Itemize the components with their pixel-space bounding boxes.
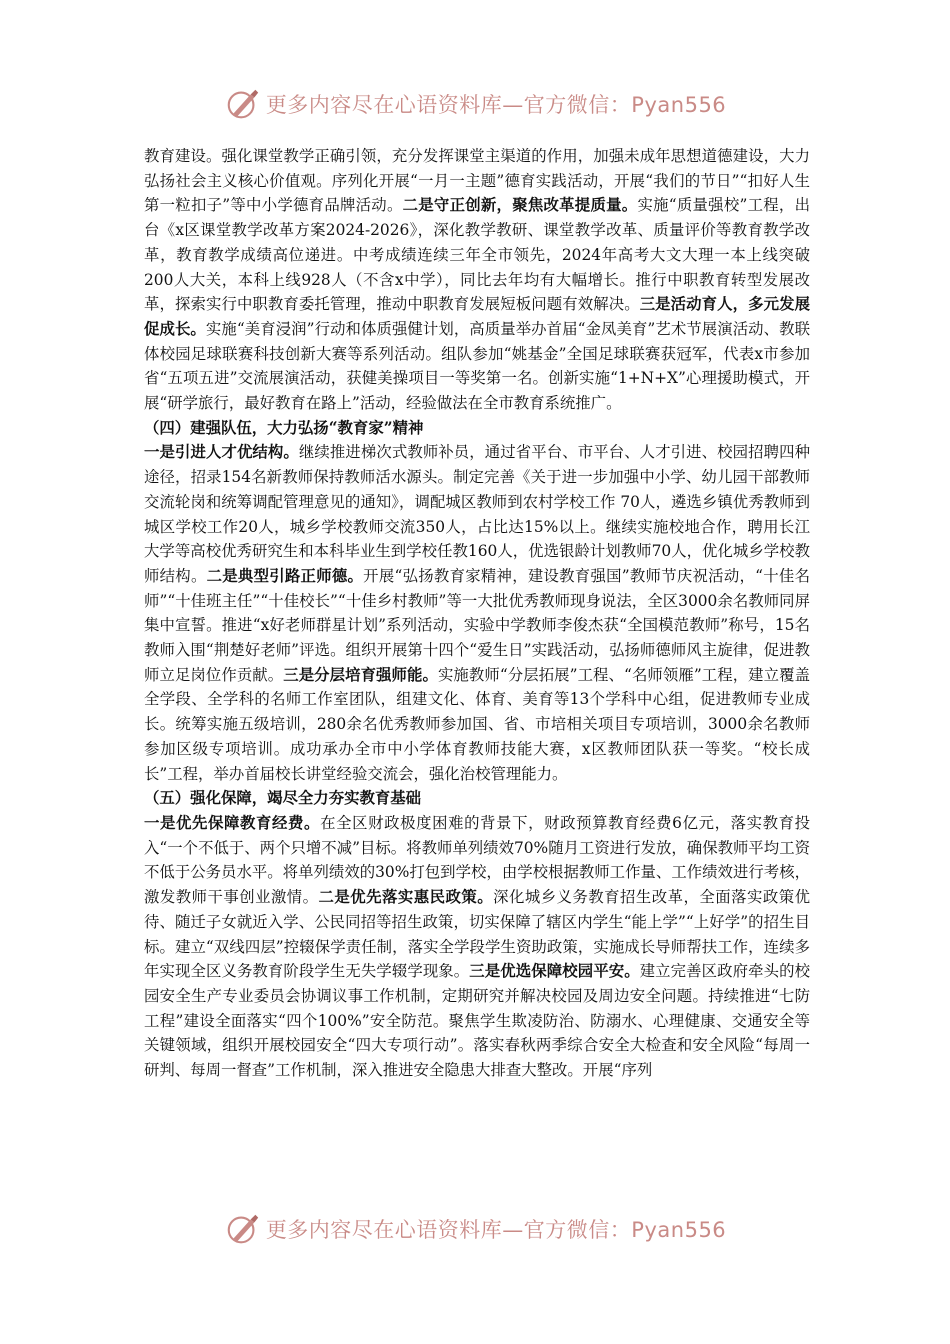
bold-lead: 三是分层培育强师能。 xyxy=(283,665,438,684)
watermark-header xyxy=(0,84,950,124)
bold-lead: 二是守正创新，聚焦改革提质量。 xyxy=(402,196,638,215)
document-body xyxy=(144,144,810,1083)
watermark-footer xyxy=(0,1209,950,1249)
section-heading: （四）建强队伍，大力弘扬“教育家”精神 xyxy=(144,418,424,437)
paragraph: 一是优先保障教育经费。在全区财政极度困难的背景下，财政预算教育经费6亿元，落实教育投入“一个不低于、两个只增不减”目标。将教师单列绩效70%随月工资进行发放，确保教师平均工资不低于公务员水平。将单列绩效的30%打包到学校，由学校根据教师工作量、工作绩效进行考核，激发教师干事创业激情。二是优先落实惠民政策。深化城乡义务教育招生改革，全面落实政策优待、随迁子女就近入学、公民同招等招生政策，切实保障了辖区内学生“能上学”“上好学”的招生目标。建立“双线四层”控辍保学责任制，落实全学段学生资助政策，实施成长导师帮扶工作，连续多年实现全区义务教育阶段学生无失学辍学现象。三是优选保障校园平安。建立完善区政府牵头的校园安全生产专业委员会协调议事工作机制，定期研究并解决校园及周边安全问题。持续推进“七防工程”建设全面落实“四个100%”安全防范。聚焦学生欺凌防治、防溺水、心理健康、交通安全等关键领域，组织开展校园安全“四大专项行动”。落实春秋两季综合安全大检查和安全风险“每周一研判、每周一督查”工作机制，深入推进安全隐患大排查大整改。开展“序列 xyxy=(144,813,810,1080)
watermark-text: 更多内容尽在心语资料库—官方微信：Pyan556 xyxy=(265,93,727,117)
bold-lead: 一是优先保障教育经费。 xyxy=(144,813,321,832)
bold-lead: 三是优选保障校园平安。 xyxy=(469,962,640,981)
section-heading: （五）强化保障，竭尽全力夯实教育基础 xyxy=(144,789,422,808)
paragraph: 一是引进人才优结构。继续推进梯次式教师补员，通过省平台、市平台、人才引进、校园招聘四种途径，招录154名新教师保持教师活水源头。制定完善《关于进一步加强中小学、幼儿园干部教师交流轮岗和统筹调配管理意见的通知》，调配城区教师到农村学校工作 70人，遴选乡镇优秀教师到城区学校工作20人，城乡学校教师交流350人，占比达15%以上。继续实施校地合作，聘用长江大学等高校优秀研究生和本科毕业生到学校任教160人，优选银龄计划教师70人，优化城乡学校教师结构。二是典型引路正师德。开展“弘扬教育家精神，建设教育强国”教师节庆祝活动，“十佳名师”“十佳班主任”“十佳校长”“十佳乡村教师”等一大批优秀教师现身说法，全区3000余名教师同屏集中宣誓。推进“x好老师群星计划”系列活动，实验中学教师李俊杰获“全国模范教师”称号，15名教师入围“荆楚好老师”评选。组织开展第十四个“爱生日”实践活动，弘扬师德师风主旋律，促进教师立足岗位作贡献。三是分层培育强师能。实施教师“分层拓展”工程、“名师领雁”工程，建立覆盖全学段、全学科的名师工作室团队，组建文化、体育、美育等13个学科中心组，促进教师专业成长。统筹实施五级培训，280余名优秀教师参加国、省、市培相关项目专项培训，3000余名教师参加区级专项培训。成功承办全市中小学体育教师技能大赛，x区教师团队获一等奖。“校长成长”工程，举办首届校长讲堂经验交流会，强化治校管理能力。 xyxy=(144,443,810,783)
bold-lead: 二是优先落实惠民政策。 xyxy=(318,888,494,907)
bold-lead: 一是引进人才优结构。 xyxy=(144,443,299,462)
bold-lead: 二是典型引路正师德。 xyxy=(206,566,364,585)
pen-logo-icon xyxy=(224,1210,262,1248)
paragraph: 教育建设。强化课堂教学正确引领，充分发挥课堂主渠道的作用，加强未成年思想道德建设，大力弘扬社会主义核心价值观。序列化开展“一月一主题”德育实践活动，开展“我们的节日”“扣好人生第一粒扣子”等中小学德育品牌活动。二是守正创新，聚焦改革提质量。实施“质量强校”工程，出台《x区课堂教学改革方案2024-2026》，深化教学教研、课堂教学改革、质量评价等教育教学改革，教育教学成绩高位递进。中考成绩连续三年全市领先，2024年高考大文大理一本上线突破200人大关，本科上线928人（不含x中学），同比去年均有大幅增长。推行中职教育转型发展改革，探索实行中职教育委托管理，推动中职教育发展短板问题有效解决。三是活动育人，多元发展促成长。实施“美育浸润”行动和体质强健计划，高质量举办首届“金凤美育”艺术节展演活动、教联体校园足球联赛科技创新大赛等系列活动。组队参加“姚基金”全国足球联赛获冠军，代表x市参加省“五项五进”交流展演活动，获健美操项目一等奖第一名。创新实施“1+N+X”心理援助模式，开展“研学旅行，最好教育在路上”活动，经验做法在全市教育系统推广。 xyxy=(144,147,810,413)
pen-logo-icon xyxy=(224,85,262,123)
bold-lead: 三是活动育人，多元发展促成长。 xyxy=(144,295,810,338)
watermark-text: 更多内容尽在心语资料库—官方微信：Pyan556 xyxy=(265,1218,727,1242)
